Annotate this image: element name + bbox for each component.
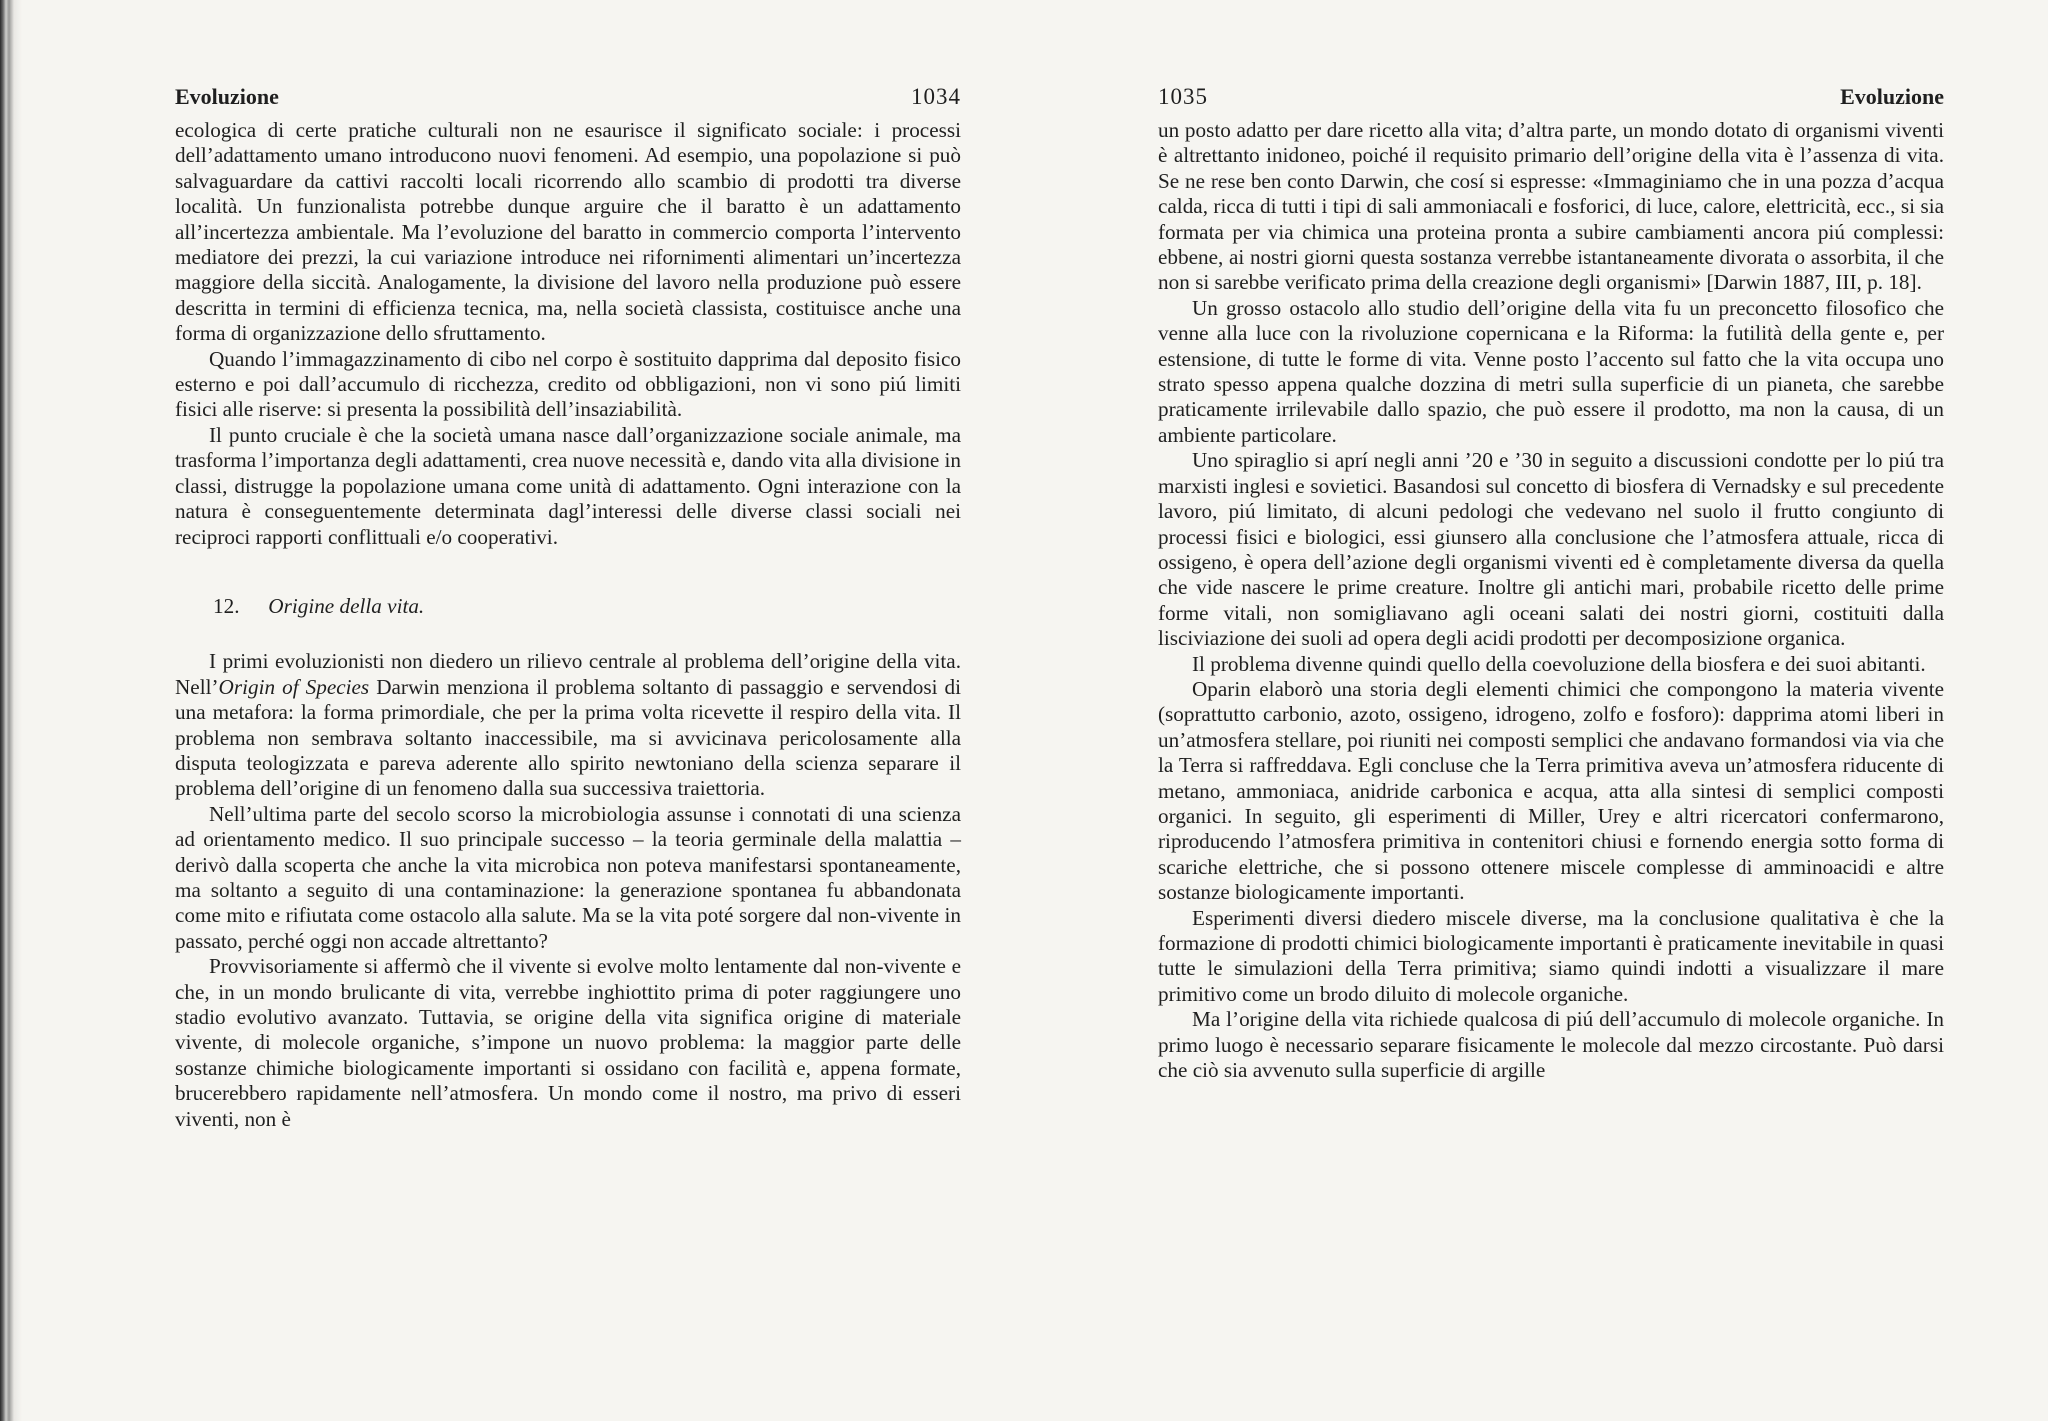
paragraph: Il problema divenne quindi quello della coevoluzione della biosfera e dei suoi abitanti. [1192, 651, 1926, 676]
right-body-text [1158, 118, 1944, 1083]
paragraph: Ma l’origine della vita richiede qualcosa di piú dell’accumulo di molecole organiche. In primo luogo è necessario separare fisicamente le molecole dal mezzo circostante. Può darsi che ciò sia avvenuto sulla superficie di argille [1158, 1007, 1944, 1083]
section-title: Origine della vita. [268, 593, 425, 618]
text-span: Darwin menziona il problema soltanto di passaggio e servendosi di una metafora: la forma primordiale, che per la prima volta ricevette il respiro della vita. Il problema non sembrava soltanto inaccessibile, ma si avvicinava pericolosamente alla disputa teologizzata e pareva aderente allo spirito newtoniano della scienza separare il problema dell’origine di un fenomeno dalla sua successiva traiettoria. [175, 674, 961, 801]
left-page-number: 1034 [911, 84, 961, 109]
right-page-number: 1035 [1158, 84, 1208, 109]
left-running-head: Evoluzione [175, 84, 279, 109]
text-span: I primi evoluzionisti non diedero un rilievo centrale al problema dell’origine della vita. Nell’ [175, 649, 961, 699]
left-page-header [175, 78, 961, 118]
left-body-text [175, 118, 961, 1132]
paragraph: Oparin elaborò una storia degli elementi chimici che compongono la materia vivente (soprattutto carbonio, azoto, ossigeno, idrogeno, zolfo e fosforo): dapprima atomi liberi in un’atmosfera stellare, poi riuniti nei composti semplici che andavano formandosi via via che la Terra si raffreddava. Egli concluse che la Terra primitiva aveva un’atmosfera riducente di metano, ammoniaca, anidride carbonica e acqua, atta alla sintesi di semplici composti organici. In seguito, gli esperimenti di Miller, Urey e altri ricercatori confermarono, riproducendo l’atmosfera primitiva in contenitori chiusi e fornendo energia sotto forma di scariche elettriche, che si possono ottenere miscele complesse di amminoacidi e altre sostanze biologicamente importanti. [1158, 676, 1944, 905]
paragraph: Esperimenti diversi diedero miscele diverse, ma la conclusione qualitativa è che la formazione di prodotti chimici biologicamente importanti è praticamente inevitabile in quasi tutte le simulazioni della Terra primitiva; siamo quindi indotti a visualizzare il mare primitivo come un brodo diluito di molecole organiche. [1158, 905, 1944, 1006]
paragraph: Il punto cruciale è che la società umana nasce dall’organizzazione sociale animale, ma trasforma l’importanza degli adattamenti, crea nuove necessità e, dando vita alla divisione in classi, distrugge la popolazione umana come unità di adattamento. Ogni interazione con la natura è conseguentemente determinata dagl’interessi delle diverse classi sociali nei reciproci rapporti conflittuali e/o cooperativi. [175, 422, 961, 549]
paragraph: Nell’ultima parte del secolo scorso la microbiologia assunse i connotati di una scienza ad orientamento medico. Il suo principale successo – la teoria germinale della malattia – derivò dalla scoperta che anche la vita microbica non poteva manifestarsi spontaneamente, ma soltanto a seguito di una contaminazione: la generazione spontanea fu abbandonata come mito e rifiutata come ostacolo alla salute. Ma se la vita poté sorgere dal non-vivente in passato, perché oggi non accade altrettanto? [175, 801, 961, 953]
paragraph: Uno spiraglio si aprí negli anni ’20 e ’30 in seguito a discussioni condotte per lo piú tra marxisti inglesi e sovietici. Basandosi sul concetto di biosfera di Vernadsky e sul precedente lavoro, piú limitato, di alcuni pedologi che vedevano nel suolo il frutto congiunto di processi fisici e biologici, essi giunsero alla conclusione che l’atmosfera attuale, ricca di ossigeno, è opera dell’azione degli organismi viventi ed è completamente diversa da quella che vide nascere le prime creature. Inoltre gli antichi mari, probabile ricetto delle prime forme vitali, non somigliavano agli oceani salati dei nostri giorni, costituiti dalla lisciviazione dei suoli ad opera degli acidi prodotti per decomposizione organica. [1158, 448, 1944, 651]
right-page [1158, 78, 1944, 1083]
paragraph: Quando l’immagazzinamento di cibo nel corpo è sostituito dapprima dal deposito fisico esterno e poi dall’accumulo di ricchezza, credito od obbligazioni, non vi sono piú limiti fisici alle riserve: si presenta la possibilità dell’insaziabilità. [175, 346, 961, 422]
section-number: 12. [213, 593, 240, 618]
paragraph: ecologica di certe pratiche culturali non ne esaurisce il significato sociale: i processi dell’adattamento umano introducono nuovi fenomeni. Ad esempio, una popolazione si può salvaguardare da cattivi raccolti locali ricorrendo allo scambio di prodotti tra diverse località. Un funzionalista potrebbe dunque arguire che il baratto è un adattamento all’incertezza ambientale. Ma l’evoluzione del baratto in commercio comporta l’intervento mediatore dei prezzi, la cui variazione introduce nei rifornimenti alimentari un’incertezza maggiore della siccità. Analogamente, la divisione del lavoro nella produzione può essere descritta in termini di efficienza tecnica, ma, nella società classista, costituisce anche una forma di organizzazione dello sfruttamento. [175, 118, 961, 346]
book-title-italic: Origin of Species [218, 674, 370, 699]
paragraph: Un grosso ostacolo allo studio dell’origine della vita fu un preconcetto filosofico che venne alla luce con la rivoluzione copernicana e la Riforma: la futilità della gente e, per estensione, di tutte le forme di vita. Venne posto l’accento sul fatto che la vita occupa uno strato spesso appena qualche dozzina di metri sulla superficie di un pianeta, che sarebbe praticamente irrilevabile dallo spazio, che può essere il prodotto, ma non la causa, di un ambiente particolare. [1158, 295, 1944, 447]
paragraph-origin [175, 649, 961, 801]
right-running-head: Evoluzione [1840, 84, 1944, 109]
paragraph: Provvisoriamente si affermò che il vivente si evolve molto lentamente dal non-vivente e che, in un mondo brulicante di vita, verrebbe inghiottito prima di poter raggiungere uno stadio evolutivo avanzato. Tuttavia, se origine della vita significa origine di materiale vivente, di molecole organiche, s’impone un nuovo problema: la maggior parte delle sostanze chimiche biologicamente importanti si ossidano con facilità e, appena formate, brucerebbero rapidamente nell’atmosfera. Un mondo come il nostro, ma privo di esseri viventi, non è [175, 954, 961, 1131]
book-binding-shadow [0, 0, 22, 1421]
section-heading [213, 594, 961, 619]
right-page-header [1158, 78, 1944, 118]
left-page [175, 78, 961, 1132]
paragraph: un posto adatto per dare ricetto alla vita; d’altra parte, un mondo dotato di organismi viventi è altrettanto inidoneo, poiché il requisito primario dell’origine della vita è l’assenza di vita. Se ne rese ben conto Darwin, che cosí si espresse: «Immaginiamo che in una pozza d’acqua calda, ricca di tutti i tipi di sali ammoniacali e fosforici, di luce, calore, elettricità, ecc., si sia formata per via chimica una proteina pronta a subire cambiamenti ancora piú complessi: ebbene, ai nostri giorni questa sostanza verrebbe istantaneamente divorata o assorbita, il che non si sarebbe verificato prima della creazione degli organismi» [Darwin 1887, III, p. 18]. [1158, 118, 1944, 295]
